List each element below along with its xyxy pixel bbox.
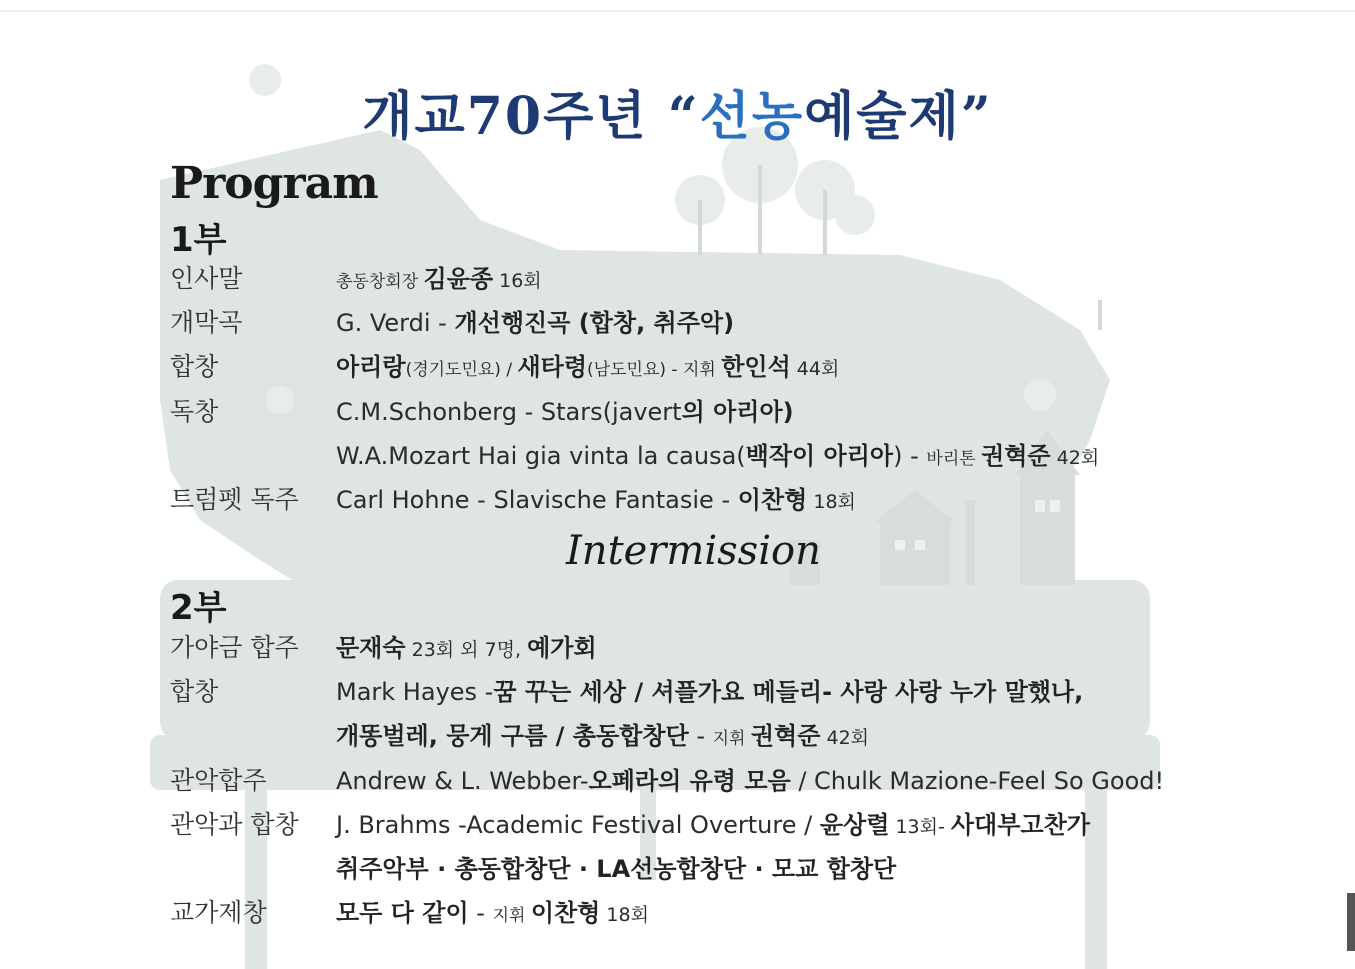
program-text-segment: 18회: [807, 491, 856, 513]
program-text-segment: 의 아리아): [681, 397, 794, 426]
program-text-segment: 모두 다 같이: [336, 899, 469, 928]
program-text-segment: 새타령: [517, 353, 588, 382]
program-text-segment: 백작이 아리아: [745, 441, 894, 470]
program-row-content: [336, 761, 1164, 801]
program-row-content: [336, 347, 839, 390]
program-text-segment: W.A.Mozart Hai gia vinta la causa(: [336, 441, 746, 470]
program-row-content: [336, 805, 1090, 847]
program-heading: Program: [170, 158, 378, 209]
program-text-segment: 13회-: [889, 815, 951, 838]
part2-heading: 2부: [170, 588, 227, 628]
part1-heading: 1부: [170, 220, 227, 260]
program-text-segment: 이찬형: [530, 899, 601, 928]
program-row-content: [336, 672, 1083, 712]
program-text-segment: 권혁준: [750, 722, 821, 751]
program-text-segment: -: [688, 722, 713, 751]
program-text-segment: 지휘: [712, 729, 751, 750]
program-row-label: 합창: [170, 677, 219, 707]
program-text-segment: 42회: [820, 727, 870, 750]
program-row-label: 교가제창: [170, 898, 267, 928]
program-row-content: [336, 392, 794, 432]
program-row-label: 관악합주: [170, 765, 267, 795]
program-row-label: 독창: [170, 396, 219, 426]
program-text-segment: 김윤종: [423, 265, 494, 293]
program-text-segment: 바리톤: [926, 448, 982, 469]
program-text-segment: C.M.Schonberg - Stars(javert: [336, 397, 682, 426]
program-row-content: [336, 849, 896, 889]
program-row-content: [336, 436, 1099, 479]
program-text-segment: / Chulk Mazione-Feel So Good!: [790, 766, 1165, 795]
title-highlight: 선농: [699, 86, 805, 147]
program-text-segment: 총동창회장: [336, 272, 424, 292]
program-row-label: 인사말: [170, 264, 243, 293]
program-text-segment: 아리랑: [336, 353, 406, 382]
program-text-segment: Mark Hayes -: [336, 678, 494, 707]
program-text-segment: Carl Hohne - Slavische Fantasie -: [336, 486, 738, 514]
program-text-segment: Andrew & L. Webber-: [336, 766, 589, 795]
program-text-segment: 44회: [790, 358, 840, 381]
program-row-label: 합창: [170, 352, 219, 382]
program-text-segment: 권혁준: [981, 441, 1051, 470]
program-text-segment: 개선행진곡 (합창, 취주악): [454, 309, 735, 338]
program-text-segment: G. Verdi -: [336, 309, 455, 338]
program-text-segment: J. Brahms -Academic Festival Overture /: [336, 810, 820, 839]
program-row-label: 관악과 합창: [170, 809, 299, 839]
program-text-segment: 42회: [1050, 446, 1100, 469]
program-text-segment: 지휘: [492, 906, 531, 927]
program-row-label: 트럼펫 독주: [170, 485, 299, 514]
program-text-segment: (남도민요) - 지휘: [587, 360, 722, 381]
program-row-content: [336, 628, 597, 670]
program-text-segment: 꿈 꾸는 세상 / 셔플가요 메들리- 사랑 사랑 누가 말했나,: [493, 678, 1084, 707]
program-row-label: 가야금 합주: [170, 633, 299, 662]
program-row-content: [336, 303, 734, 343]
program-text-segment: 사대부고찬가: [950, 810, 1090, 839]
program-row-label: 개막곡: [170, 308, 243, 338]
program-text-segment: 윤상렬: [819, 810, 890, 839]
scrollbar-thumb[interactable]: [1347, 893, 1355, 951]
program-row-content: [336, 716, 869, 759]
program-text-segment: 오페라의 유령 모음: [588, 766, 791, 795]
intermission-label: Intermission: [566, 528, 821, 574]
program-row-content: [336, 893, 649, 936]
program-text-segment: 취주악부 · 총동합창단 · LA선농합창단 · 모교 합창단: [336, 855, 897, 883]
page-title: 개교70주년 “선농예술제”: [362, 86, 993, 147]
program-text-segment: (경기도민요) /: [405, 360, 518, 381]
program-row-content: [336, 480, 856, 522]
program-text-segment: 예가회: [527, 634, 597, 662]
program-text-segment: 16회: [493, 270, 542, 292]
program-row-content: [336, 259, 542, 302]
program-text-segment: 이찬형: [737, 486, 808, 514]
program-text-segment: 개똥벌레, 뭉게 구름 / 총동합창단: [336, 722, 689, 751]
program-text-segment: 한인석: [721, 353, 791, 382]
program-text-segment: ) -: [893, 441, 927, 470]
program-text-segment: -: [468, 899, 493, 928]
program-text-segment: 18회: [600, 904, 649, 927]
program-text-segment: 문재숙: [336, 634, 406, 662]
program-text-segment: 23회 외 7명,: [405, 639, 528, 661]
